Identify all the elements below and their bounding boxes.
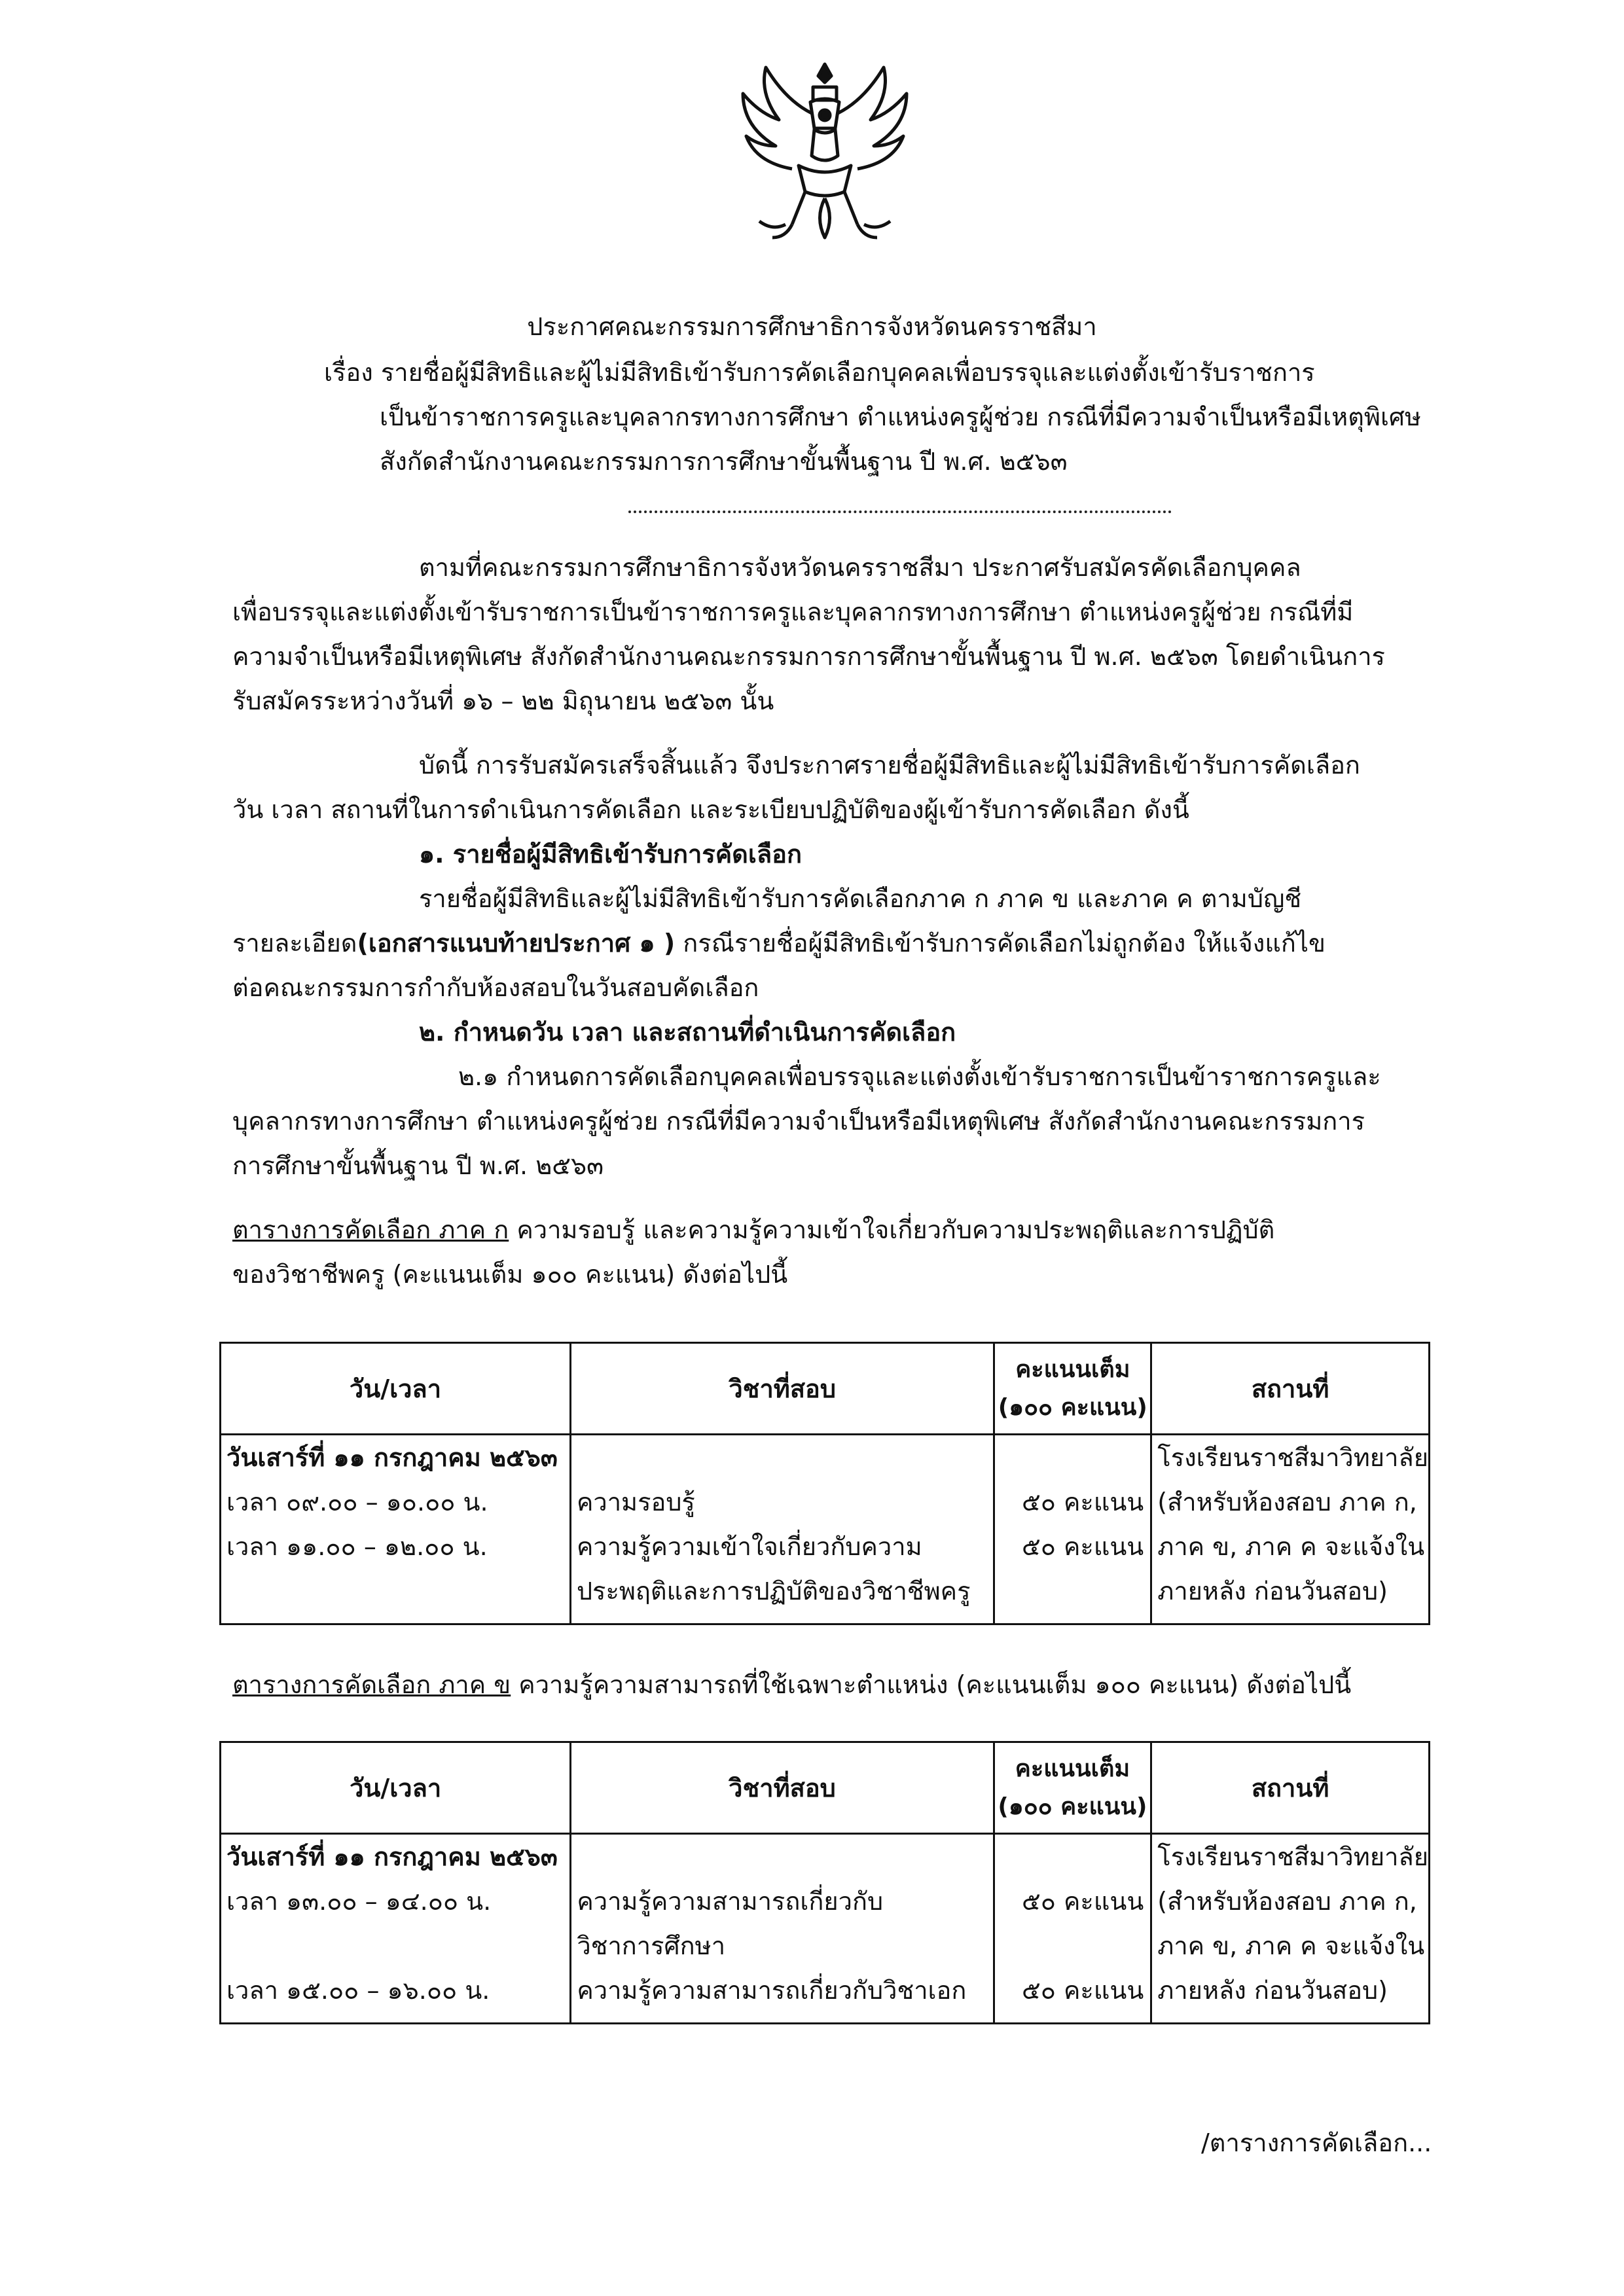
header-score-unit: (๑๐๐ คะแนน) <box>998 1793 1147 1820</box>
paragraph-1-line-3: ความจำเป็นหรือมีเหตุพิเศษ สังกัดสำนักงานคณะกรรมการการศึกษาขั้นพื้นฐาน ปี พ.ศ. ๒๕๖๓ โดยดำเนินการ <box>232 642 1385 671</box>
table-b-caption <box>232 1666 1351 1704</box>
schedule-table-a <box>219 1342 1430 1625</box>
table-a-caption-label: ตารางการคัดเลือก ภาค ก <box>232 1215 509 1244</box>
attachment-reference: (เอกสารแนบท้ายประกาศ ๑ ) <box>357 929 676 958</box>
header-score <box>994 1343 1151 1435</box>
subject-text: ความรู้ความสามารถเกี่ยวกับวิชาเอก <box>577 1976 967 2005</box>
score-value <box>995 1569 1150 1613</box>
score-cell <box>994 1834 1151 2024</box>
subject-line-1: เรื่อง รายชื่อผู้มีสิทธิและผู้ไม่มีสิทธิเข้ารับการคัดเลือกบุคคลเพื่อบรรจุและแต่งตั้งเข้ารับราชการ <box>324 358 1315 387</box>
exam-date: วันเสาร์ที่ ๑๑ กรกฎาคม ๒๕๖๓ <box>226 1842 558 1871</box>
subject-text: วิชาการศึกษา <box>577 1931 726 1960</box>
subject-cell <box>571 1834 994 2024</box>
table-a-caption-line-2: ของวิชาชีพครู (คะแนนเต็ม ๑๐๐ คะแนน) ดังต่อไปนี้ <box>232 1260 788 1289</box>
subject-text: ความรู้ความสามารถเกี่ยวกับ <box>577 1887 884 1916</box>
paragraph-1-line-4: รับสมัครระหว่างวันที่ ๑๖ – ๒๒ มิถุนายน ๒๕๖๓ นั้น <box>232 687 774 715</box>
garuda-emblem-icon <box>727 51 923 254</box>
exam-time <box>221 1569 569 1613</box>
header-score <box>994 1742 1151 1834</box>
paragraph-1-line-1: ตามที่คณะกรรมการศึกษาธิการจังหวัดนครราชสีมา ประกาศรับสมัครคัดเลือกบุคคล <box>419 553 1301 582</box>
section-1-line-1: รายชื่อผู้มีสิทธิและผู้ไม่มีสิทธิเข้ารับการคัดเลือกภาค ก ภาค ข และภาค ค ตามบัญชี <box>419 884 1302 913</box>
header-place: สถานที่ <box>1151 1742 1430 1834</box>
section-1-text-rest: กรณีรายชื่อผู้มีสิทธิเข้ารับการคัดเลือกไม่ถูกต้อง ให้แจ้งแก้ไข <box>675 929 1326 958</box>
section-2-1-line-2: บุคลากรทางการศึกษา ตำแหน่งครูผู้ช่วย กรณีที่มีความจำเป็นหรือมีเหตุพิเศษ สังกัดสำนักงานคณะกรรมการ <box>232 1107 1365 1136</box>
score-value: ๕๐ คะแนน <box>1021 1488 1144 1516</box>
paragraph-2-line-1: บัดนี้ การรับสมัครเสร็จสิ้นแล้ว จึงประกาศรายชื่อผู้มีสิทธิและผู้ไม่มีสิทธิเข้ารับการคัดเลือก <box>419 751 1360 780</box>
header-score-label: คะแนนเต็ม <box>1015 1755 1130 1782</box>
score-value: ๕๐ คะแนน <box>1021 1976 1144 2005</box>
score-value <box>995 1435 1150 1480</box>
score-value <box>995 1924 1151 1968</box>
place-text: (สำหรับห้องสอบ ภาค ก, <box>1157 1887 1417 1916</box>
subject-line-3: สังกัดสำนักงานคณะกรรมการการศึกษาขั้นพื้นฐาน ปี พ.ศ. ๒๕๖๓ <box>380 447 1068 476</box>
place-text: (สำหรับห้องสอบ ภาค ก, <box>1157 1488 1417 1516</box>
header-date: วัน/เวลา <box>221 1343 571 1435</box>
table-a-caption <box>232 1211 1274 1249</box>
header-divider <box>628 511 1172 513</box>
subject-text: ความรู้ความเข้าใจเกี่ยวกับความ <box>576 1532 922 1561</box>
score-value: ๕๐ คะแนน <box>1021 1887 1144 1916</box>
section-2-heading: ๒. กำหนดวัน เวลา และสถานที่ดำเนินการคัดเลือก <box>419 1018 956 1047</box>
section-1-heading: ๑. รายชื่อผู้มีสิทธิเข้ารับการคัดเลือก <box>419 840 802 869</box>
date-cell <box>221 1834 571 2024</box>
score-value <box>995 1835 1151 1879</box>
section-1-line-3: ต่อคณะกรรมการกำกับห้องสอบในวันสอบคัดเลือก <box>232 973 759 1002</box>
score-value: ๕๐ คะแนน <box>1021 1532 1144 1561</box>
place-text: ภายหลัง ก่อนวันสอบ) <box>1157 1976 1388 2005</box>
header-score-label: คะแนนเต็ม <box>1015 1355 1130 1383</box>
subject-cell <box>570 1435 994 1624</box>
exam-time: เวลา ๑๑.๐๐ – ๑๒.๐๐ น. <box>226 1532 488 1561</box>
subject-text: ประพฤติและการปฏิบัติของวิชาชีพครู <box>576 1577 971 1605</box>
place-text: ภาค ข, ภาค ค จะแจ้งใน <box>1157 1931 1425 1960</box>
place-cell <box>1151 1834 1430 2024</box>
table-row <box>221 1834 1430 2024</box>
place-text: ภาค ข, ภาค ค จะแจ้งใน <box>1157 1532 1425 1561</box>
exam-time: เวลา ๐๙.๐๐ – ๑๐.๐๐ น. <box>226 1488 488 1516</box>
section-1-line-2 <box>232 924 1326 962</box>
exam-date: วันเสาร์ที่ ๑๑ กรกฎาคม ๒๕๖๓ <box>226 1443 558 1472</box>
table-b-caption-label: ตารางการคัดเลือก ภาค ข <box>232 1670 511 1699</box>
continuation-note: /ตารางการคัดเลือก... <box>1201 2128 1432 2157</box>
exam-time: เวลา ๑๓.๐๐ – ๑๔.๐๐ น. <box>226 1887 492 1916</box>
schedule-table-b <box>219 1741 1430 2024</box>
place-text: โรงเรียนราชสีมาวิทยาลัย <box>1157 1842 1428 1871</box>
subject-line-2: เป็นข้าราชการครูและบุคลากรทางการศึกษา ตำแหน่งครูผู้ช่วย กรณีที่มีความจำเป็นหรือมีเหตุพิเศษ <box>380 403 1422 431</box>
exam-time <box>221 1924 569 1968</box>
header-place: สถานที่ <box>1151 1343 1430 1435</box>
header-subject: วิชาที่สอบ <box>571 1742 994 1834</box>
subject-text <box>571 1835 992 1879</box>
place-text: โรงเรียนราชสีมาวิทยาลัย <box>1157 1443 1428 1472</box>
paragraph-2-line-2: วัน เวลา สถานที่ในการดำเนินการคัดเลือก และระเบียบปฏิบัติของผู้เข้ารับการคัดเลือก ดังนี้ <box>232 795 1189 824</box>
section-1-text: รายละเอียด <box>232 929 357 958</box>
table-b-caption-text: ความรู้ความสามารถที่ใช้เฉพาะตำแหน่ง (คะแนนเต็ม ๑๐๐ คะแนน) ดังต่อไปนี้ <box>511 1670 1352 1699</box>
exam-time: เวลา ๑๕.๐๐ – ๑๖.๐๐ น. <box>226 1976 490 2005</box>
section-2-1-line-3: การศึกษาขั้นพื้นฐาน ปี พ.ศ. ๒๕๖๓ <box>232 1151 604 1180</box>
header-score-unit: (๑๐๐ คะแนน) <box>998 1393 1147 1421</box>
header-date: วัน/เวลา <box>221 1742 571 1834</box>
table-row <box>221 1435 1430 1624</box>
paragraph-1-line-2: เพื่อบรรจุและแต่งตั้งเข้ารับราชการเป็นข้าราชการครูและบุคลากรทางการศึกษา ตำแหน่งครูผู้ช่วย กรณีที่มี <box>232 598 1354 626</box>
section-2-1-line-1: ๒.๑ กำหนดการคัดเลือกบุคคลเพื่อบรรจุและแต่งตั้งเข้ารับราชการเป็นข้าราชการครูและ <box>458 1062 1381 1091</box>
announcement-title: ประกาศคณะกรรมการศึกษาธิการจังหวัดนครราชสีมา <box>527 312 1097 341</box>
place-cell <box>1151 1435 1430 1624</box>
place-text: ภายหลัง ก่อนวันสอบ) <box>1157 1577 1388 1605</box>
subject-text: ความรอบรู้ <box>576 1488 695 1516</box>
score-cell <box>994 1435 1151 1624</box>
subject-text <box>571 1435 993 1480</box>
header-subject: วิชาที่สอบ <box>570 1343 994 1435</box>
date-cell <box>221 1435 571 1624</box>
table-a-caption-text: ความรอบรู้ และความรู้ความเข้าใจเกี่ยวกับความประพฤติและการปฏิบัติ <box>509 1215 1275 1244</box>
